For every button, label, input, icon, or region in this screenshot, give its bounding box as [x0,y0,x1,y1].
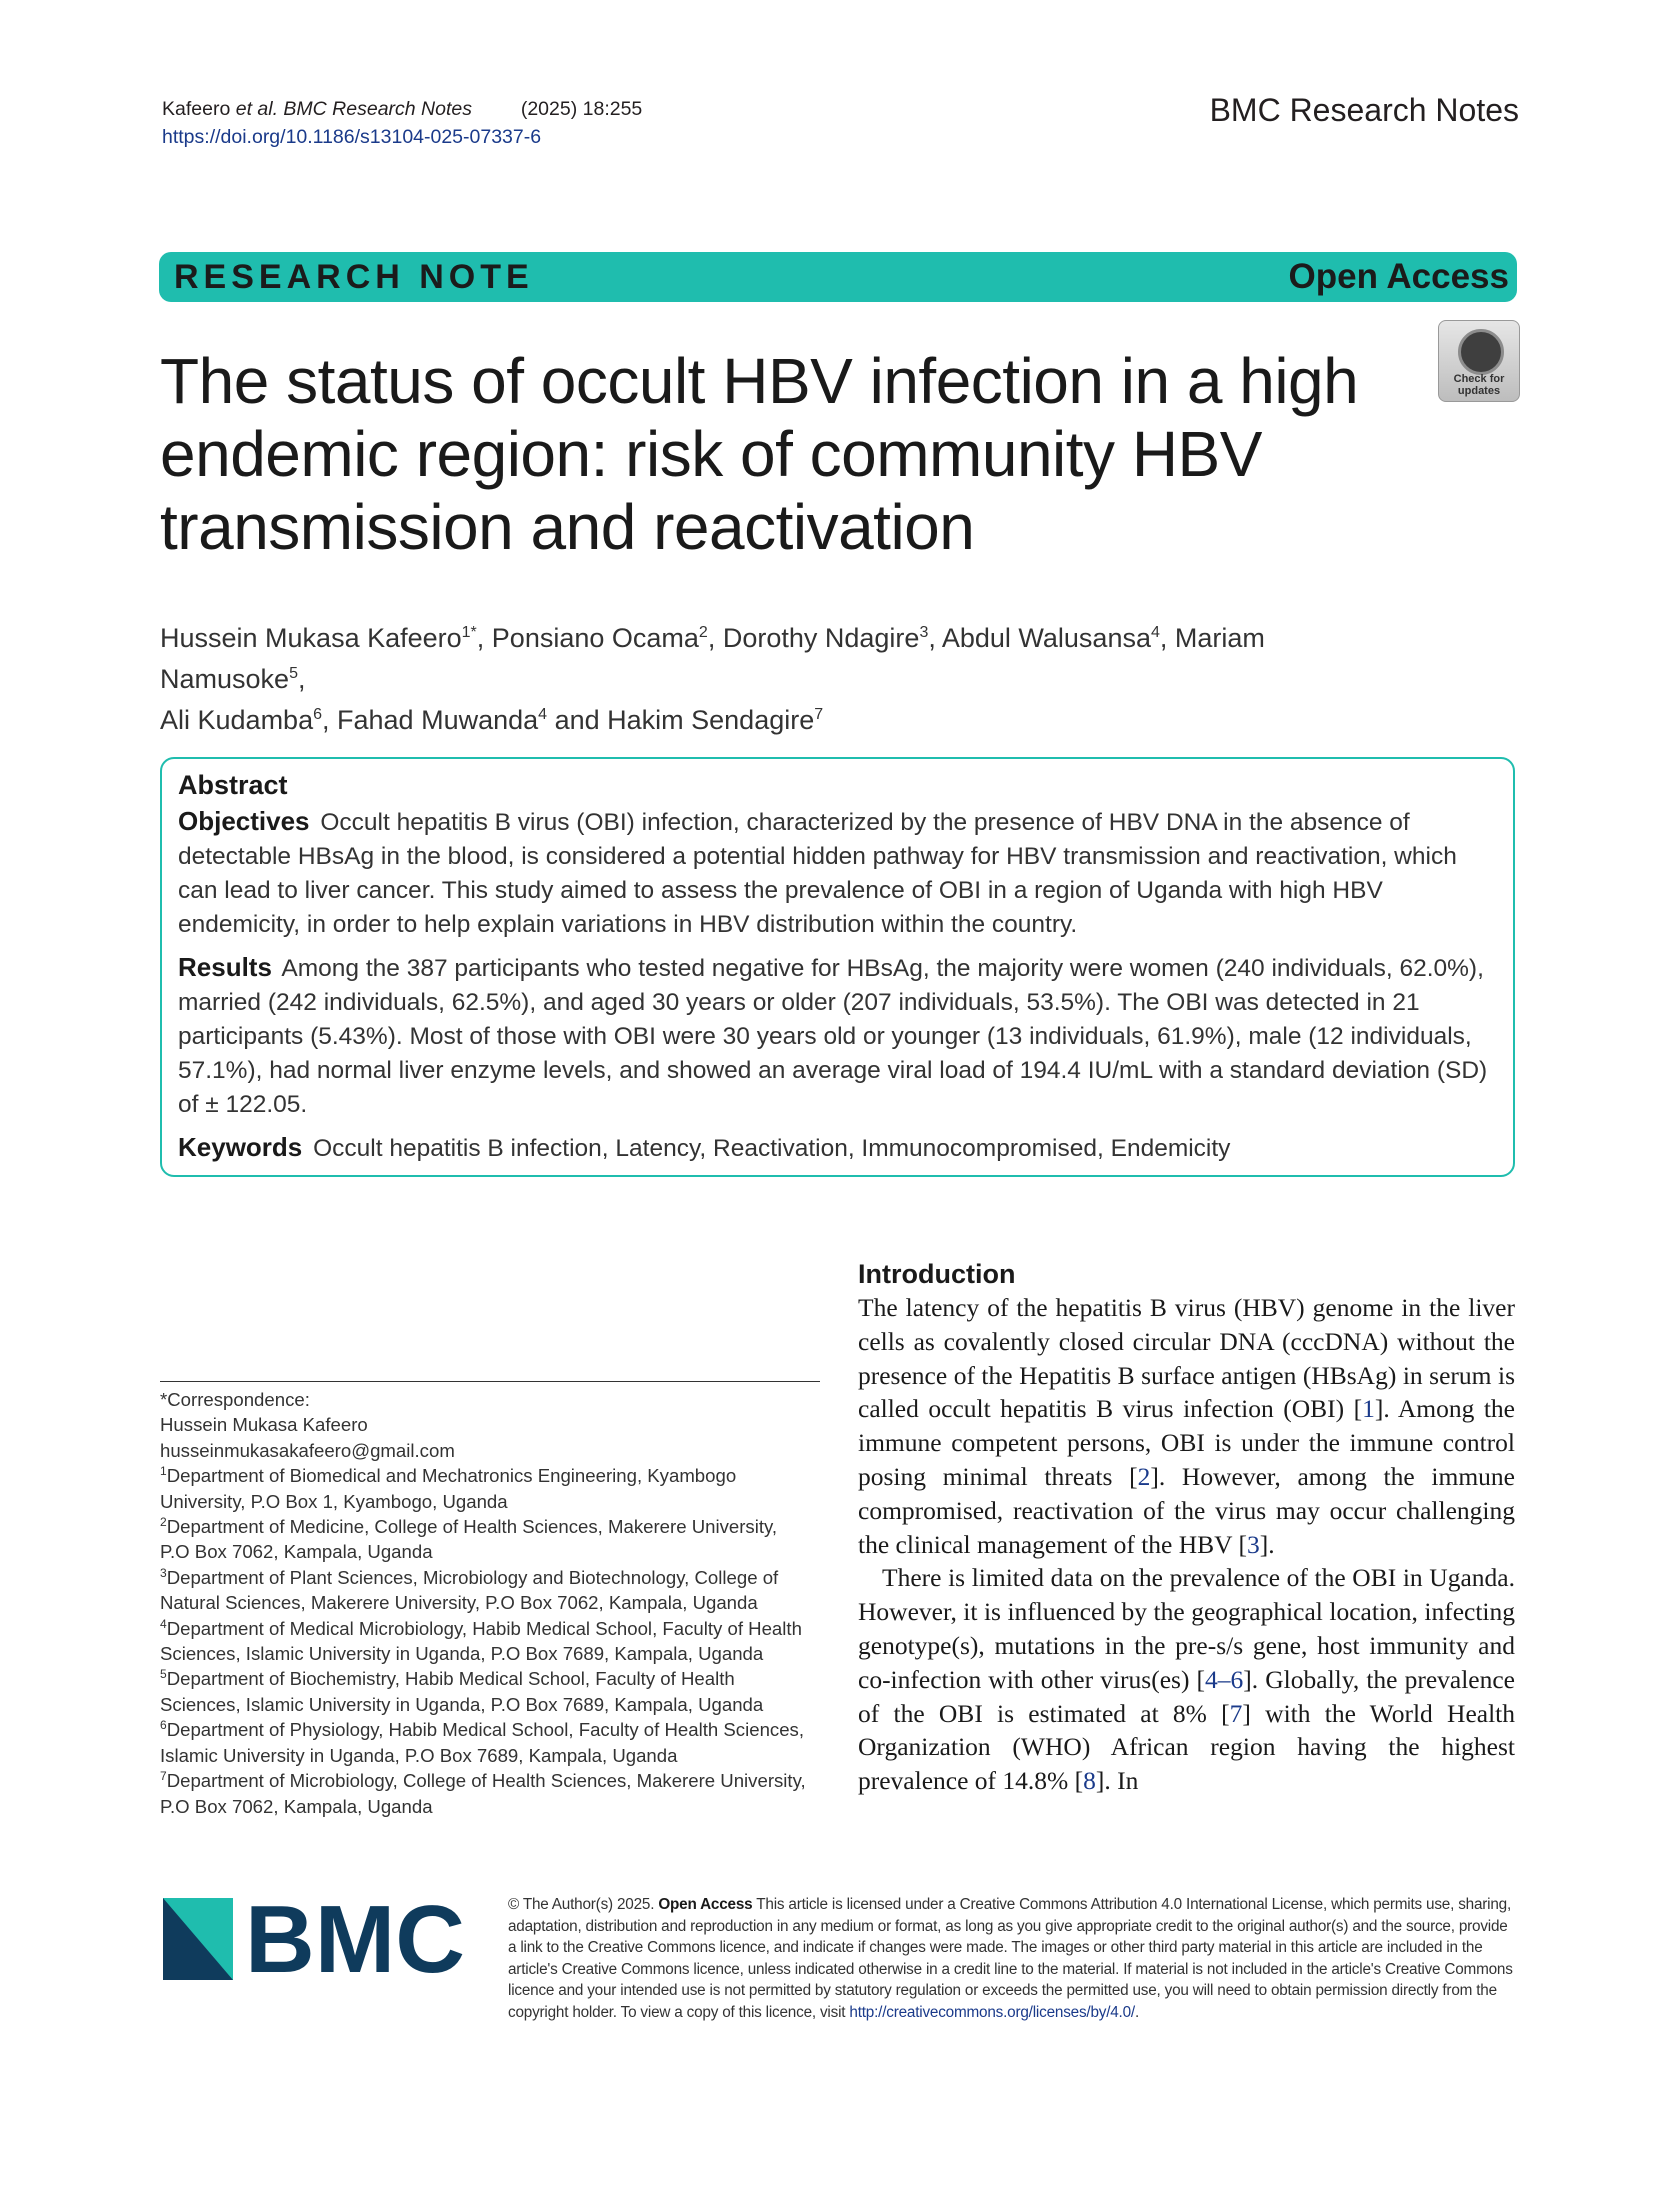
article-title: The status of occult HBV infection in a high endemic region: risk of community HBV transmission and reactivation [160,345,1359,563]
citation-authors: Kafeero [162,98,231,120]
check-for-updates-badge[interactable] [1438,320,1520,402]
journal-name: BMC Research Notes [1209,92,1519,128]
article-type-label: RESEARCH NOTE [174,258,534,296]
citation-link[interactable]: 3 [1247,1529,1260,1559]
author[interactable]: Ali Kudamba$^6$ [160,705,322,735]
author-list: Hussein Mukasa Kafeero$^{1*}$, Ponsiano Ocama$^2$, Dorothy Ndagire$^3$, Abdul Walusansa$^4$, Mariam Namusoke$^5$, Ali Kudamba$^6$, Fahad Muwanda$^4$ and Hakim Sendagire$^7$ [160,623,1265,735]
author[interactable]: Hussein Mukasa Kafeero$^{1*}$ [160,623,477,653]
citation-link[interactable]: 1 [1362,1394,1375,1424]
footnote-divider [160,1381,820,1382]
introduction-heading: Introduction [858,1259,1016,1289]
correspondence-name: Hussein Mukasa Kafeero [160,1414,368,1436]
citation-year: (2025) 18:255 [520,98,643,120]
affiliations [160,1387,810,1819]
author[interactable]: Ponsiano Ocama$^2$ [491,623,708,653]
abstract-objectives: Objectives Occult hepatitis B virus (OBI) infection, characterized by the presence of HBV DNA in the absence of detectable HBsAg in the blood, is considered a potential hidden pathway for HBV transmission and reactivation, which can lead to liver cancer. This study aimed to assess the prevalence of OBI in a region of Uganda with high HBV endemicity, in order to help explain variations in HBV distribution within the country. [178,806,1457,938]
correspondence-label: *Correspondence: [160,1389,310,1410]
affiliation: $^6$Department of Physiology, Habib Medical School, Faculty of Health Sciences, Islamic University in Uganda, P.O Box 7689, Kampala, Uganda [160,1718,805,1766]
open-access-label: Open Access [1288,257,1509,296]
introduction-section [858,1257,1515,1798]
affiliation: $^7$Department of Microbiology, College of Health Sciences, Makerere University, P.O Box 7062, Kampala, Uganda [160,1768,806,1817]
license-link[interactable]: http://creativecommons.org/licenses/by/4.0/ [849,2003,1135,2021]
abstract-results: Results Among the 387 participants who tested negative for HBsAg, the majority were women (240 individuals, 62.0%), married (242 individuals, 62.5%), and aged 30 years or older (207 individuals, 53.5%). The OBI was detected in 21 participants (5.43%). Most of those with OBI were 30 years old or younger (13 individuals, 61.9%), male (12 individuals, 57.1%), had normal liver enzyme levels, and showed an average viral load of 194.4 IU/mL with a standard deviation (SD) of ± 122.05. [178,952,1488,1118]
license-statement: © The Author(s) 2025. Open Access This article is licensed under a Creative Commons Attribution 4.0 International License, which permits use, sharing, adaptation, distribution and reproduction in any medium or format, as long as you give appropriate credit to the original author(s) and the source, provide a link to the Creative Commons licence, and indicate if changes were made. The images or other third party material in this article are included in the article's Creative Commons licence, unless indicated otherwise in a credit line to the material. If material is not included in the article's Creative Commons licence and your intended use is not permitted by statutory regulation or exceeds the permitted use, you will need to obtain permission directly from the copyright holder. To view a copy of this licence, visit http://creativecommons.org/licenses/by/4.0/. [508,1896,1513,2021]
affiliation: $^4$Department of Medical Microbiology, Habib Medical School, Faculty of Health Sciences, Islamic University in Uganda, P.O Box 7689, Kampala, Uganda [160,1616,802,1665]
abstract-heading: Abstract [178,770,288,800]
author[interactable]: Fahad Muwanda$^4$ [337,705,548,735]
abstract-keywords: Keywords Occult hepatitis B infection, Latency, Reactivation, Immunocompromised, Endemicity [178,1132,1231,1162]
author[interactable]: Dorothy Ndagire$^3$ [722,623,929,653]
affiliation: $^3$Department of Plant Sciences, Microbiology and Biotechnology, College of Natural Sciences, Makerere University, P.O Box 7062, Kampala, Uganda [160,1565,779,1614]
affiliation: $^2$Department of Medicine, College of Health Sciences, Makerere University, P.O Box 7062, Kampala, Uganda [160,1514,778,1563]
badge-text: Check for updates [1453,373,1505,397]
introduction-paragraph-2: There is limited data on the prevalence of the OBI in Uganda. However, it is influenced by the geographical location, infecting genotype(s), mutations in the pre-s/s gene, host immunity and co-infection with other virus(es) [4–6]. Globally, the prevalence of the OBI is estimated at 8% [7] with the World Health Organization (WHO) African region having the highest prevalence of 14.8% [8]. In [858,1563,1516,1796]
update-icon [1458,329,1504,375]
citation-link[interactable]: 2 [1137,1461,1151,1491]
doi-link[interactable]: https://doi.org/10.1186/s13104-025-07337-6 [162,126,542,148]
bmc-logo [163,1898,468,1980]
running-header [162,95,642,151]
citation-etal: et al. BMC Research Notes [235,98,472,120]
citation-link[interactable]: 7 [1229,1698,1243,1728]
author[interactable]: Abdul Walusansa$^4$ [941,623,1160,653]
citation-link[interactable]: 4–6 [1205,1664,1244,1694]
affiliation: $^5$Department of Biochemistry, Habib Medical School, Faculty of Health Sciences, Islamic University in Uganda, P.O Box 7689, Kampala, Uganda [160,1667,764,1715]
abstract [178,768,1493,1174]
citation-link[interactable]: 8 [1083,1766,1096,1796]
author[interactable]: Mariam Namusoke$^5$ [160,623,1265,694]
introduction-paragraph-1: The latency of the hepatitis B virus (HBV) genome in the liver cells as covalently closed circular DNA (cccDNA) without the presence of the Hepatitis B surface antigen (HBsAg) in serum is called occult hepatitis B virus infection (OBI) [1]. Among the immune competent persons, OBI is under the immune control posing minimal threats [2]. However, among the immune compromised, reactivation of the virus may occur challenging the clinical management of the HBV [3]. [858,1293,1515,1559]
logo-wordmark: BMC [245,1898,465,1980]
correspondence-email[interactable]: husseinmukasakafeero@gmail.com [160,1439,455,1461]
author[interactable]: Hakim Sendagire$^7$ [607,705,824,735]
affiliation: $^1$Department of Biomedical and Mechatronics Engineering, Kyambogo University, P.O Box 1, Kyambogo, Uganda [160,1464,737,1512]
